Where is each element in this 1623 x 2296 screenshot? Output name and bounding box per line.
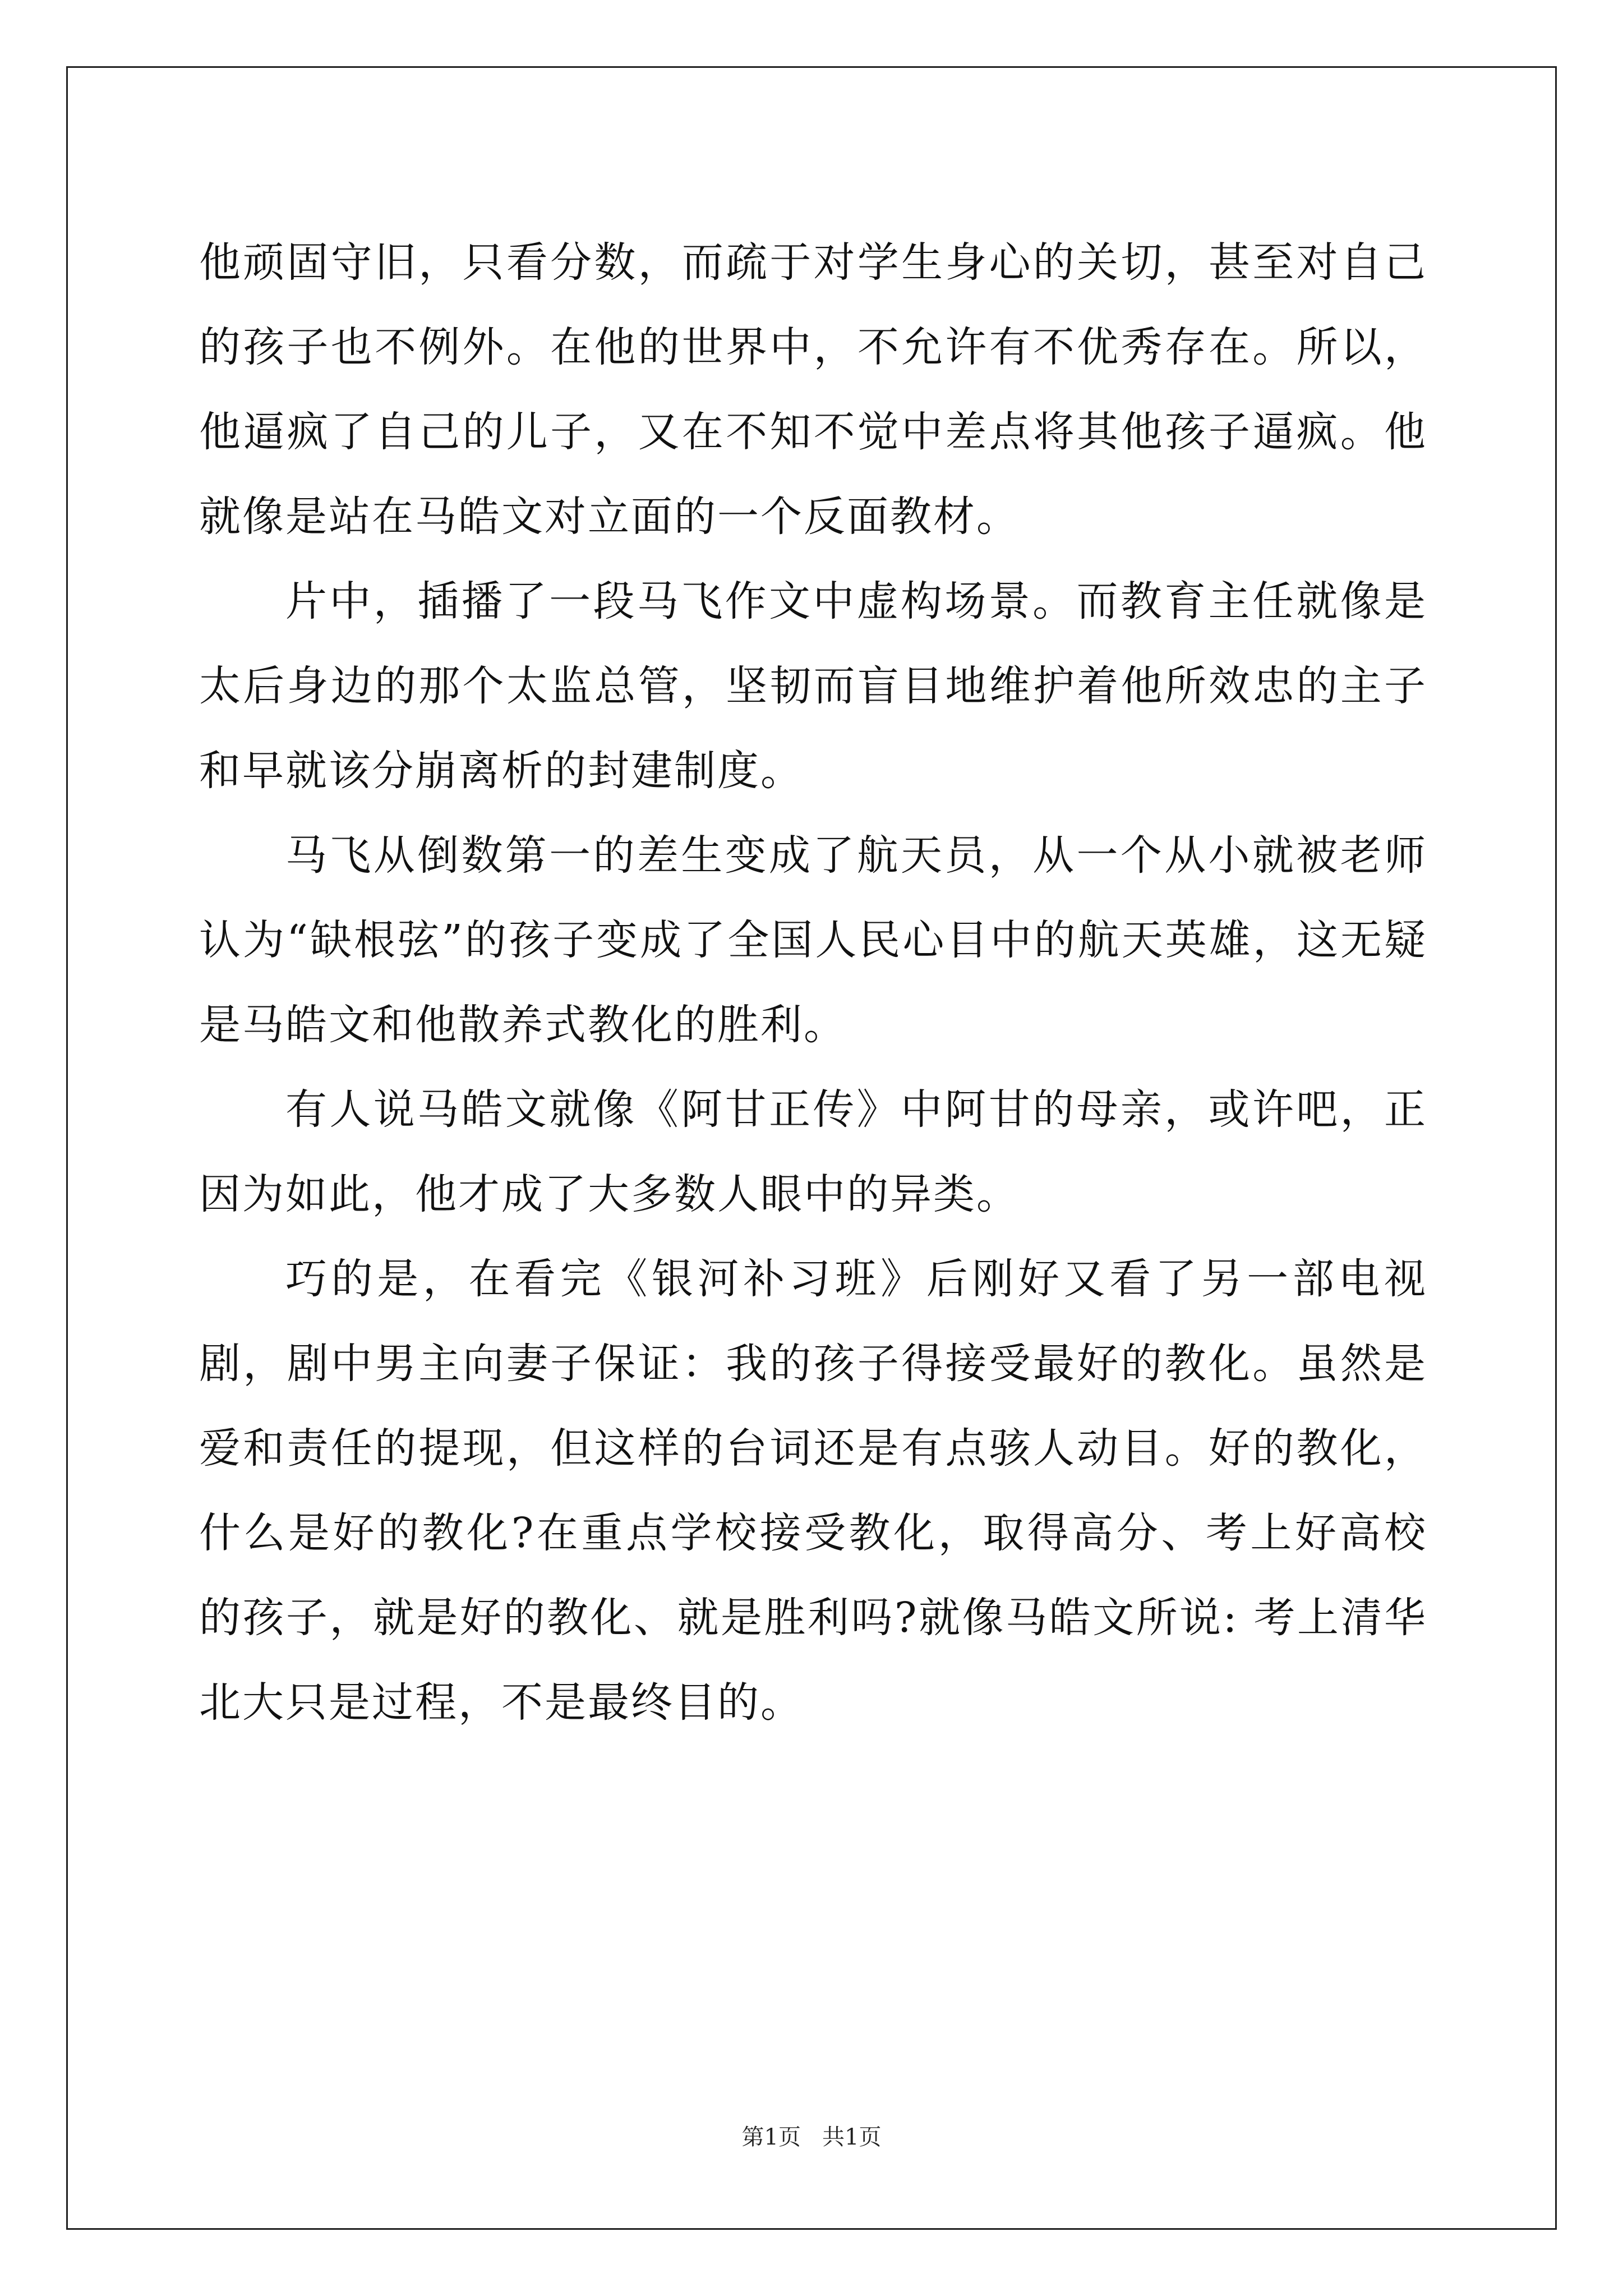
document-body xyxy=(199,220,1427,1745)
paragraph: 有人说马皓文就像《阿甘正传》中阿甘的母亲，或许吧，正因为如此，他才成了大多数人眼中的异类。 xyxy=(199,1085,1427,1218)
page-number: 第1页 xyxy=(741,2124,801,2150)
page-total: 共1页 xyxy=(822,2124,882,2150)
paragraph: 巧的是，在看完《银河补习班》后刚好又看了另一部电视剧，剧中男主向妻子保证：我的孩子得接受最好的教化。虽然是爱和责任的提现，但这样的台词还是有点骇人动目。好的教化，什么是好的教化?在重点学校接受教化，取得高分、考上好高校的孩子，就是好的教化、就是胜利吗?就像马皓文所说: 考上清华北大只是过程，不是最终目的。 xyxy=(199,1255,1427,1727)
paragraph: 他顽固守旧，只看分数，而疏于对学生身心的关切，甚至对自己的孩子也不例外。在他的世界中，不允许有不优秀存在。所以，他逼疯了自己的儿子，又在不知不觉中差点将其他孩子逼疯。他就像是站在马皓文对立面的一个反面教材。 xyxy=(199,238,1427,541)
paragraph: 片中，插播了一段马飞作文中虚构场景。而教育主任就像是太后身边的那个太监总管，坚韧而盲目地维护着他所效忠的主子和早就该分崩离析的封建制度。 xyxy=(199,577,1427,795)
paragraph: 马飞从倒数第一的差生变成了航天员，从一个从小就被老师认为“缺根弦”的孩子变成了全国人民心目中的航天英雄，这无疑是马皓文和他散养式教化的胜利。 xyxy=(199,831,1427,1049)
page-footer xyxy=(0,2123,1623,2151)
